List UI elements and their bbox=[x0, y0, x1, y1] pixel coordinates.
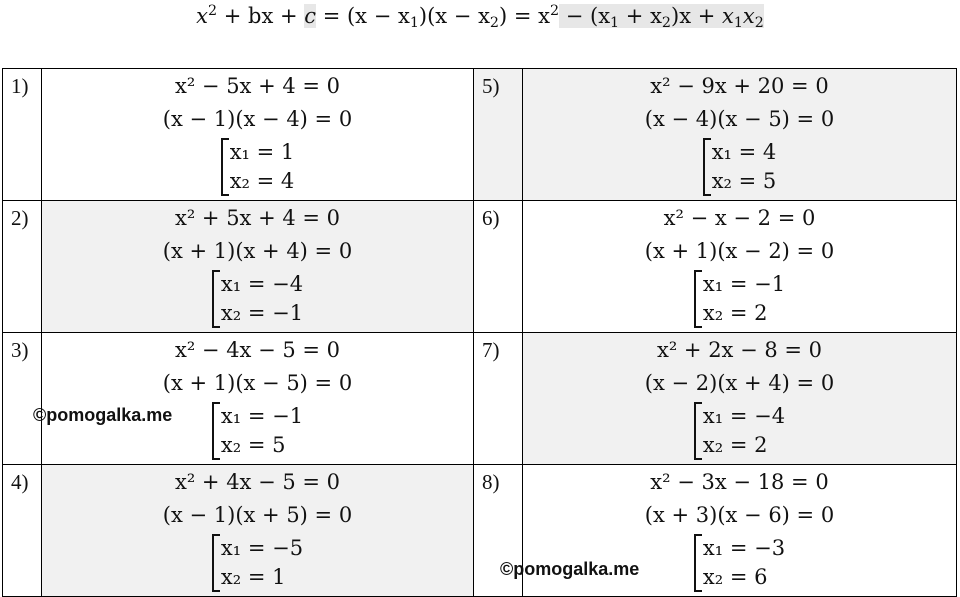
watermark: ©pomogalka.me bbox=[500, 559, 640, 579]
system-bracket bbox=[221, 138, 229, 196]
problem-cell-1 bbox=[42, 69, 474, 201]
root-x1: x₁ = −4 bbox=[702, 404, 786, 428]
problem-cell-2 bbox=[42, 201, 474, 333]
root-x2: x₂ = 5 bbox=[220, 433, 286, 457]
solutions-table bbox=[2, 68, 957, 597]
root-system bbox=[212, 402, 303, 460]
root-x2: x₂ = −1 bbox=[220, 301, 304, 325]
root-x1: x₁ = 1 bbox=[229, 140, 295, 164]
root-x1: x₁ = −5 bbox=[220, 536, 304, 560]
formula-part: )(x − x bbox=[418, 4, 490, 28]
problem-number: 6) bbox=[474, 201, 523, 333]
root-x1: x₁ = −4 bbox=[220, 272, 304, 296]
problem-cell-3 bbox=[42, 333, 474, 465]
watermark: ©pomogalka.me bbox=[33, 405, 173, 425]
problem-cell-7 bbox=[523, 333, 957, 465]
root-x2: x₂ = 1 bbox=[220, 565, 286, 589]
factored-equation: (x + 1)(x − 2) = 0 bbox=[644, 239, 835, 263]
root-system bbox=[694, 402, 785, 460]
root-system bbox=[703, 138, 777, 196]
root-x2: x₂ = 2 bbox=[702, 301, 768, 325]
quadratic-equation: x² + 2x − 8 = 0 bbox=[656, 338, 823, 362]
quadratic-equation: x² + 5x + 4 = 0 bbox=[174, 206, 341, 230]
root-x1: x₁ = −1 bbox=[220, 404, 304, 428]
problem-number: 5) bbox=[474, 69, 523, 201]
problem-cell-6 bbox=[523, 201, 957, 333]
root-x2: x₂ = 5 bbox=[711, 169, 777, 193]
factored-equation: (x + 1)(x + 4) = 0 bbox=[162, 239, 353, 263]
system-bracket bbox=[212, 270, 220, 328]
system-bracket bbox=[694, 534, 702, 592]
system-bracket bbox=[212, 534, 220, 592]
formula-product-term: x bbox=[721, 4, 734, 28]
problem-number: 7) bbox=[474, 333, 523, 465]
formula-part: ) = x bbox=[499, 4, 550, 28]
root-x1: x₁ = −1 bbox=[702, 272, 786, 296]
root-x1: x₁ = 4 bbox=[711, 140, 777, 164]
factored-equation: (x − 2)(x + 4) = 0 bbox=[644, 371, 835, 395]
problem-number: 3) bbox=[3, 333, 42, 465]
problem-number: 4) bbox=[3, 465, 42, 597]
root-system bbox=[694, 270, 785, 328]
root-x2: x₂ = 6 bbox=[702, 565, 768, 589]
quadratic-equation: x² + 4x − 5 = 0 bbox=[174, 470, 341, 494]
quadratic-equation: x² − 5x + 4 = 0 bbox=[174, 74, 341, 98]
problem-number: 8) bbox=[474, 465, 523, 597]
formula-c-term: c bbox=[304, 4, 317, 28]
root-x2: x₂ = 4 bbox=[229, 169, 295, 193]
formula-part: x bbox=[196, 4, 208, 28]
formula-part: + bx + bbox=[217, 4, 305, 28]
problem-cell-4 bbox=[42, 465, 474, 597]
vieta-identity-formula: $x^2$ + bx + $c = (x - x_1)(x - x_2) = x^2 - (x_1 + x_2)x + x_1x_2$ bbox=[196, 3, 764, 31]
factored-equation: (x − 1)(x + 5) = 0 bbox=[162, 503, 353, 527]
factored-equation: (x − 1)(x − 4) = 0 bbox=[162, 107, 353, 131]
quadratic-equation: x² − x − 2 = 0 bbox=[663, 206, 816, 230]
root-x2: x₂ = 2 bbox=[702, 433, 768, 457]
formula-part: x bbox=[742, 4, 755, 28]
formula-part: + x bbox=[619, 4, 662, 28]
system-bracket bbox=[212, 402, 220, 460]
root-system bbox=[221, 138, 295, 196]
quadratic-equation: x² − 3x − 18 = 0 bbox=[650, 470, 829, 494]
quadratic-equation: x² − 9x + 20 = 0 bbox=[650, 74, 829, 98]
system-bracket bbox=[694, 402, 702, 460]
formula-part: = (x − x bbox=[316, 4, 410, 28]
factored-equation: (x − 4)(x − 5) = 0 bbox=[644, 107, 835, 131]
factored-equation: (x + 3)(x − 6) = 0 bbox=[644, 503, 835, 527]
formula-part: )x + bbox=[671, 4, 722, 28]
root-system bbox=[694, 534, 785, 592]
formula-sum-term: − (x bbox=[559, 4, 611, 28]
system-bracket bbox=[694, 270, 702, 328]
problem-cell-5 bbox=[523, 69, 957, 201]
problem-number: 1) bbox=[3, 69, 42, 201]
system-bracket bbox=[703, 138, 711, 196]
problem-number: 2) bbox=[3, 201, 42, 333]
root-system bbox=[212, 270, 303, 328]
factored-equation: (x + 1)(x − 5) = 0 bbox=[162, 371, 353, 395]
root-system bbox=[212, 534, 303, 592]
quadratic-equation: x² − 4x − 5 = 0 bbox=[174, 338, 341, 362]
root-x1: x₁ = −3 bbox=[702, 536, 786, 560]
